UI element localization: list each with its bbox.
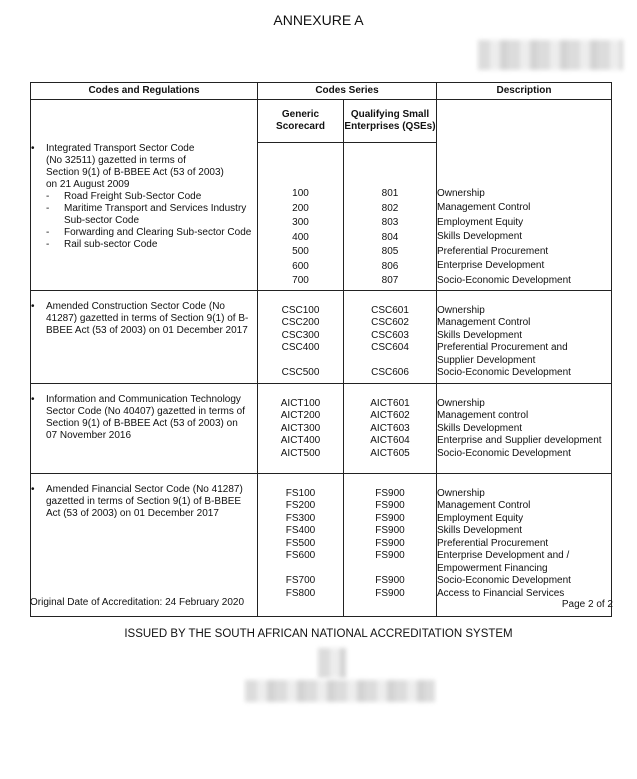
page-number: Page 2 of 2: [561, 599, 613, 610]
description-list: Ownership Management Control Employment Equity Skills Development Preferential Procurement Enterprise Development Socio-Economic Development: [437, 143, 612, 291]
codes-table: [30, 82, 612, 617]
redacted-name: [245, 680, 435, 702]
qse-codes: CSC601 CSC602 CSC603 CSC604 CSC606: [344, 290, 437, 383]
description-list: Ownership Management control Skills Development Enterprise and Supplier development Socio-Economic Development: [437, 383, 612, 473]
redacted-signature: [318, 648, 346, 678]
qse-codes: FS900 FS900 FS900 FS900 FS900 FS900 FS900 FS900: [344, 473, 437, 616]
generic-codes: FS100 FS200 FS300 FS400 FS500 FS600 FS700 FS800: [258, 473, 344, 616]
description-list: Ownership Management Control Skills Development Preferential Procurement and Supplier Development Socio-Economic Development: [437, 290, 612, 383]
generic-codes: AICT100 AICT200 AICT300 AICT400 AICT500: [258, 383, 344, 473]
bullet-icon: •: [31, 483, 35, 495]
section-text: • Amended Financial Sector Code (No 41287) gazetted in terms of Section 9(1) of B-BBEE Act (53 of 2003) on 01 December 2017: [31, 473, 258, 616]
description-list: Ownership Management Control Employment Equity Skills Development Preferential Procurement Enterprise Development and / Empowerment Financing Socio-Economic Development Access to Financial Services: [437, 473, 612, 616]
redacted-stamp: [478, 40, 623, 70]
bullet-icon: •: [31, 142, 35, 154]
blank-cell: [437, 100, 612, 143]
header-codes-series: Codes Series: [258, 83, 437, 100]
header-generic: Generic Scorecard: [258, 100, 344, 143]
generic-codes: CSC100 CSC200 CSC300 CSC400 CSC500: [258, 290, 344, 383]
section-text: • Information and Communication Technology Sector Code (No 40407) gazetted in terms of Section 9(1) of B-BBEE Act (53 of 2003) on 07 November 2016: [31, 383, 258, 473]
section-text: • Integrated Transport Sector Code (No 32511) gazetted in terms of Section 9(1) of B-BBEE Act (53 of 2003) on 21 August 2009 - Road Freight Sub-Sector Code - Maritime Transport and Services Industry Sub-sector Code - Forwarding and Clearing Sub-sector Code - Rail sub-sector Code: [31, 143, 258, 291]
qse-codes: 801 802 803 804 805 806 807: [344, 143, 437, 291]
page-title: ANNEXURE A: [273, 12, 364, 28]
header-description: Description: [437, 83, 612, 100]
header-qse: Qualifying Small Enterprises (QSEs): [344, 100, 437, 143]
header-codes-regulations: Codes and Regulations: [31, 83, 258, 100]
bullet-icon: •: [31, 300, 35, 312]
original-date: Original Date of Accreditation: 24 February 2020: [30, 597, 245, 608]
bullet-icon: •: [31, 393, 35, 405]
qse-codes: AICT601 AICT602 AICT603 AICT604 AICT605: [344, 383, 437, 473]
section-text: • Amended Construction Sector Code (No 41287) gazetted in terms of Section 9(1) of B- BBEE Act (53 of 2003) on 01 December 2017: [31, 290, 258, 383]
issued-by: ISSUED BY THE SOUTH AFRICAN NATIONAL ACCREDITATION SYSTEM: [124, 628, 513, 640]
generic-codes: 100 200 300 400 500 600 700: [258, 143, 344, 291]
blank-cell: [31, 100, 258, 143]
